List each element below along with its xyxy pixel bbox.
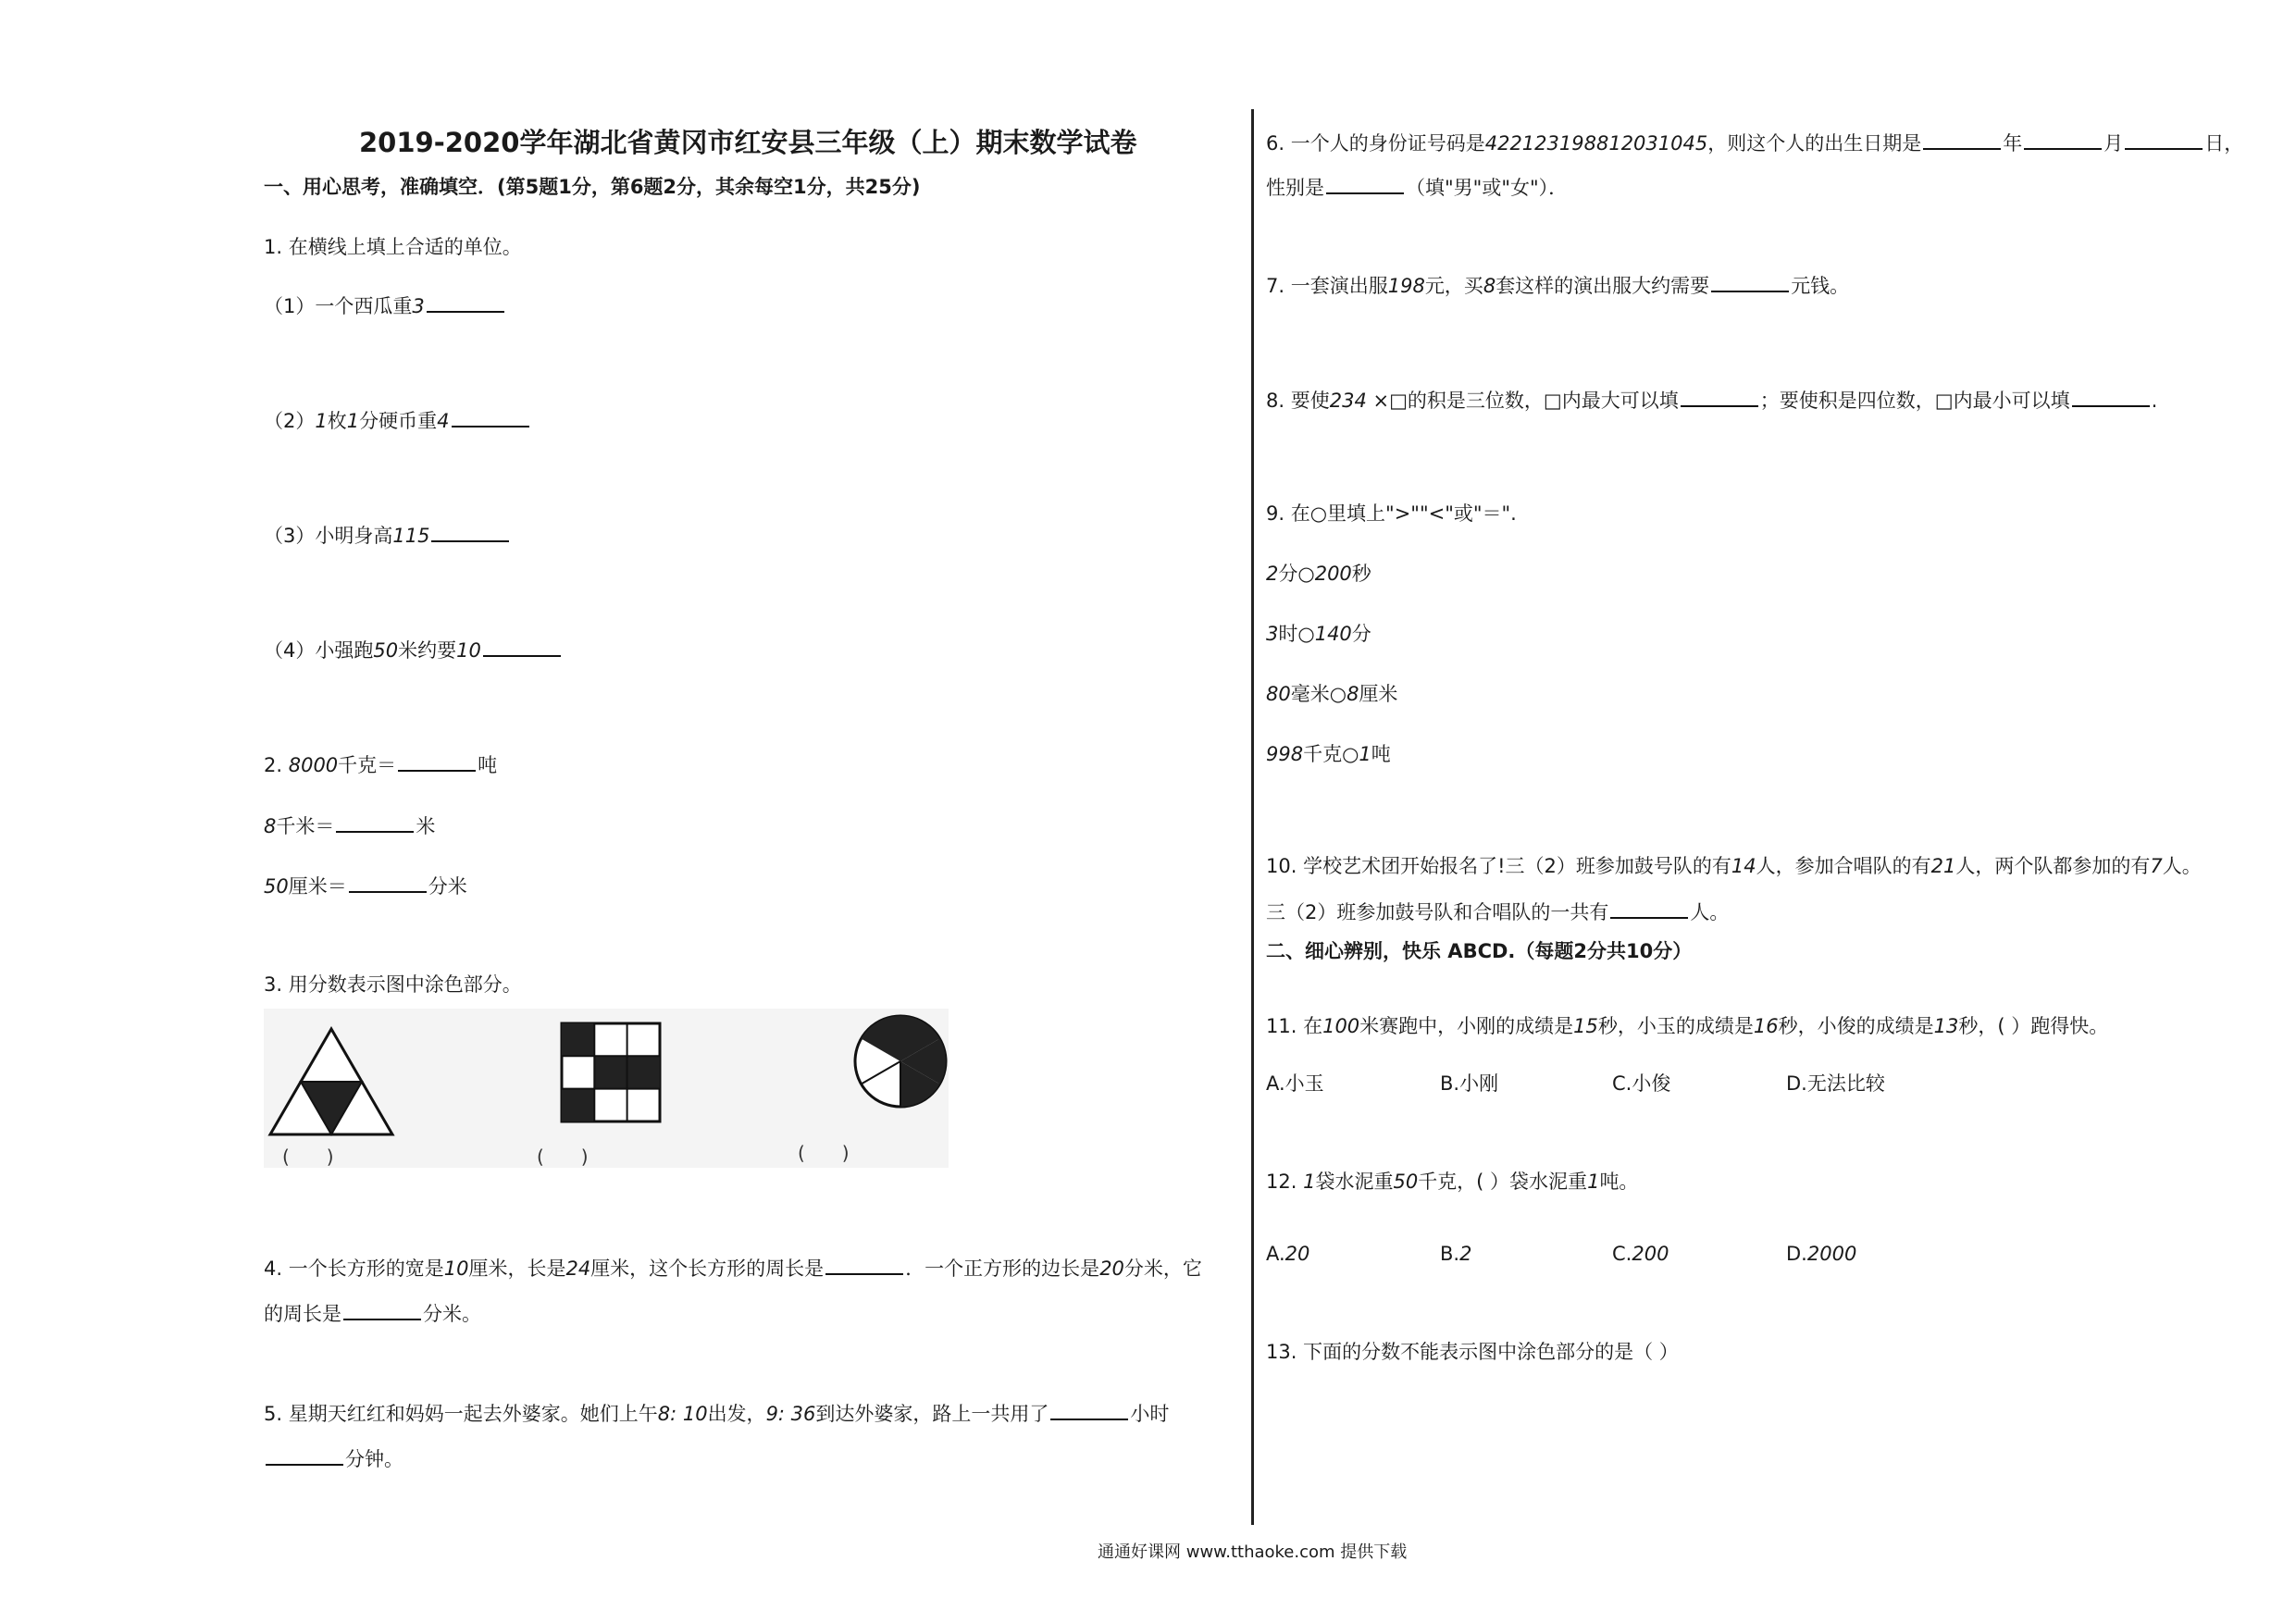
answer-blank[interactable] [398,750,476,772]
q10-line1: 10. 学校艺术团开始报名了!三（2）班参加鼓号队的有14人，参加合唱队的有21人，两个队都参加的有7人。 [1266,855,2202,877]
q11-stem: 11. 在100米赛跑中，小刚的成绩是15秒，小玉的成绩是16秒，小俊的成绩是13秒，( ）跑得快。 [1266,1015,2109,1037]
answer-blank[interactable] [431,520,509,542]
q11-option-d[interactable]: D.无法比较 [1786,1072,1885,1095]
answer-blank[interactable] [483,635,561,657]
q9-row2: 3时○140分 [1266,623,1371,645]
q12-stem: 12. 1袋水泥重50千克，( ）袋水泥重1吨。 [1266,1171,1639,1193]
q10-line2: 三（2）班参加鼓号队和合唱队的一共有 人。 [1266,897,1729,926]
answer-blank[interactable] [825,1253,903,1275]
answer-blank[interactable] [349,871,427,893]
q2-line2: 8千米＝ 米 [264,811,435,840]
answer-blank[interactable] [1326,172,1404,194]
answer-blank[interactable] [336,811,414,833]
answer-blank[interactable] [2024,128,2102,150]
q8: 8. 要使234 ×□的积是三位数，□内最大可以填 ；要使积是四位数，□内最小可以填 . [1266,385,2157,415]
q12-option-d[interactable]: D.2000 [1786,1243,1857,1265]
answer-blank[interactable] [1923,128,2001,150]
triangle-figure [267,1025,396,1138]
circle-figure [851,1012,949,1110]
q2-line1: 2. 8000千克＝ 吨 [264,750,497,779]
q3-answer-paren-3[interactable]: ( ) [798,1142,850,1164]
answer-blank[interactable] [427,291,504,313]
answer-blank[interactable] [452,405,529,427]
q9-row3: 80毫米○8厘米 [1266,683,1398,705]
q3-stem: 3. 用分数表示图中涂色部分。 [264,973,522,996]
answer-blank[interactable] [1050,1398,1128,1420]
q1-part1: （1）一个西瓜重3 [264,291,506,320]
answer-blank[interactable] [2125,128,2203,150]
q2-line3: 50厘米＝ 分米 [264,871,467,900]
section-2-heading: 二、细心辨别，快乐 ABCD.（每题2分共10分） [1266,940,1693,962]
q6-line1: 6. 一个人的身份证号码是422123198812031045，则这个人的出生日期是 年 月 日， [1266,128,2243,157]
q1-part2: （2）1枚1分硬币重4 [264,405,531,435]
answer-blank[interactable] [266,1443,343,1466]
q1-part3: （3）小明身高115 [264,520,511,550]
answer-blank[interactable] [1681,385,1758,407]
q9-stem: 9. 在○里填上">""<"或"＝". [1266,502,1517,525]
answer-blank[interactable] [343,1298,421,1320]
answer-blank[interactable] [2072,385,2150,407]
q12-option-c[interactable]: C.200 [1612,1243,1669,1265]
q1-part4: （4）小强跑50米约要10 [264,635,563,664]
q4-line1: 4. 一个长方形的宽是10厘米，长是24厘米，这个长方形的周长是 ．一个正方形的边长是20分米，它 [264,1253,1202,1282]
q11-option-c[interactable]: C.小俊 [1612,1072,1671,1095]
q5-line2: 分钟。 [264,1443,403,1473]
section-1-heading: 一、用心思考，准确填空．(第5题1分，第6题2分，其余每空1分，共25分) [264,176,921,198]
q12-option-b[interactable]: B.2 [1440,1243,1472,1265]
q13-stem: 13. 下面的分数不能表示图中涂色部分的是（ ） [1266,1341,1679,1363]
q5-line1: 5. 星期天红红和妈妈一起去外婆家。她们上午8: 10出发，9: 36到达外婆家，路上一共用了 小时 [264,1398,1169,1428]
q9-row4: 998千克○1吨 [1266,743,1391,765]
q12-option-a[interactable]: A.20 [1266,1243,1310,1265]
q11-option-b[interactable]: B.小刚 [1440,1072,1499,1095]
q6-line2: 性别是 （填"男"或"女"）． [1266,172,1568,202]
q11-option-a[interactable]: A.小玉 [1266,1072,1324,1095]
q4-line2: 的周长是 分米。 [264,1298,481,1328]
q9-row1: 2分○200秒 [1266,563,1371,585]
q3-answer-paren-2[interactable]: ( ) [537,1146,589,1168]
footer-text: 通通好课网 www.tthaoke.com 提供下载 [1098,1542,1408,1562]
q7: 7. 一套演出服198元，买8套这样的演出服大约需要 元钱。 [1266,270,1849,300]
page-title: 2019-2020学年湖北省黄冈市红安县三年级（上）期末数学试卷 [359,127,1137,158]
answer-blank[interactable] [1711,270,1789,292]
grid-figure [560,1022,662,1123]
answer-blank[interactable] [1610,897,1688,919]
q3-answer-paren-1[interactable]: ( ) [282,1146,334,1168]
q1-stem: 1. 在横线上填上合适的单位。 [264,236,522,258]
column-divider [1251,109,1254,1525]
